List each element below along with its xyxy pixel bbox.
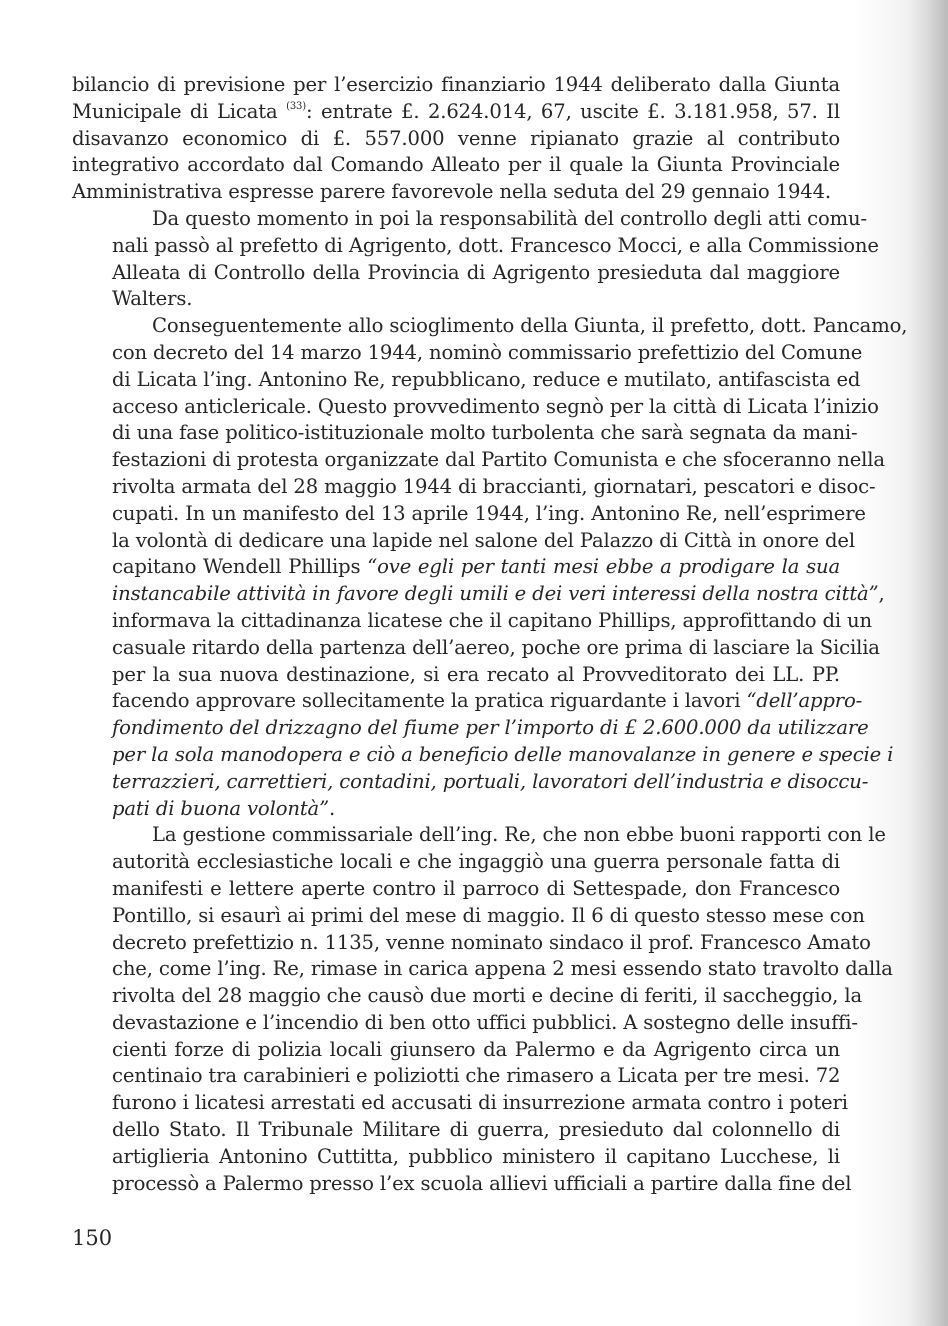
text-line: bilancio di previsione per l’esercizio finanziario 1944 deliberato dalla Giunta (72, 73, 840, 96)
text-line: Amministrativa espresse parere favorevole nella seduta del 29 gennaio 1944. (72, 180, 831, 204)
text-line: con decreto del 14 marzo 1944, nominò commissario prefettizio del Comune (112, 340, 863, 364)
text-line: per la sua nuova destinazione, si era recato al Provveditorato dei LL. PP. (112, 662, 840, 686)
body-text (72, 72, 908, 1197)
text-line: manifesti e lettere aperte contro il parroco di Settespade, don Francesco (112, 876, 840, 900)
italic-quote: pati di buona volontà” (112, 796, 329, 820)
text-line: centinaio tra carabinieri e poliziotti che rimasero a Licata per tre mesi. 72 (112, 1064, 841, 1088)
binding-shadow (908, 0, 948, 1326)
text-line: instancabile attività in favore degli umili e dei veri interessi della nostra città”, (112, 582, 885, 606)
text-line: cupati. In un manifesto del 13 aprile 1944, l’ing. Antonino Re, nell’esprimere (112, 501, 866, 525)
text-line: Walters. (112, 287, 193, 311)
text-line: furono i licatesi arrestati ed accusati di insurrezione armata contro i poteri (112, 1091, 848, 1115)
text-line: Municipale di Licata $^{(33)}$: entrate £. 2.624.014, 67, uscite £. 3.181.958, 57. Il (72, 99, 840, 123)
text-line: di una fase politico-istituzionale molto turbolenta che sarà segnata da mani- (112, 421, 858, 445)
text-line: artiglieria Antonino Cuttitta, pubblico ministero il capitano Lucchese, li (112, 1144, 840, 1168)
text-line: cienti forze di polizia locali giunsero da Palermo e da Agrigento circa un (112, 1037, 840, 1061)
italic-quote: instancabile attività in favore degli umili e dei veri interessi della nostra città” (112, 582, 879, 606)
italic-quote: terrazzieri, carrettieri, contadini, portuali, lavoratori dell’industria e disoccu- (112, 769, 869, 793)
text-line (72, 715, 869, 742)
text-line: integrativo accordato dal Comando Alleato per il quale la Giunta Provinciale (72, 153, 840, 177)
text-line: Pontillo, si esaurì ai primi del mese di maggio. Il 6 di questo stesso mese con (112, 903, 865, 927)
text-line: devastazione e l’incendio di ben otto uffici pubblici. A sostegno delle insuffi- (112, 1010, 858, 1034)
text-line: capitano Wendell Phillips “ove egli per tanti mesi ebbe a prodigare la sua (112, 555, 840, 579)
text-line: disavanzo economico di £. 557.000 venne ripianato grazie al contributo (72, 126, 840, 150)
text-line: rivolta armata del 28 maggio 1944 di braccianti, giornatari, pescatori e disoc- (112, 474, 876, 498)
text-line: facendo approvare sollecitamente la pratica riguardante i lavori “dell’appro- (112, 689, 863, 713)
page-number: 150 (72, 1226, 113, 1250)
footnote-reference: (33) (286, 100, 306, 112)
text-line: pati di buona volontà”. (112, 796, 336, 820)
paragraph-1 (72, 72, 840, 206)
text-line: autorità ecclesiastiche locali e che ingaggiò una guerra personale fatta di (112, 850, 840, 874)
text-line: dello Stato. Il Tribunale Militare di guerra, presieduto dal colonnello di (112, 1118, 840, 1142)
text-line: casuale ritardo della partenza dell’aereo, poche ore prima di lasciare la Sicilia (112, 635, 880, 659)
text-line: Alleata di Controllo della Provincia di Agrigento presieduta dal maggiore (112, 260, 840, 284)
italic-quote: per la sola manodopera e ciò a beneficio delle manovalanze in genere e specie i (112, 742, 894, 766)
paragraph-3 (72, 313, 908, 822)
italic-quote: fondimento del drizzagno del fiume per l’importo di £ 2.600.000 da utilizzare (112, 716, 869, 740)
paragraph-2 (72, 206, 879, 313)
paragraph-4 (72, 822, 893, 1197)
text-line: Conseguentemente allo scioglimento della Giunta, il prefetto, dott. Pancamo, (152, 314, 908, 338)
text-line: Da questo momento in poi la responsabilità del controllo degli atti comu- (152, 206, 867, 230)
text-line: rivolta del 28 maggio che causò due morti e decine di feriti, il saccheggio, la (112, 984, 862, 1008)
italic-quote: “ove egli per tanti mesi ebbe a prodigare la sua (367, 555, 840, 579)
text-line: processò a Palermo presso l’ex scuola allievi ufficiali a partire dalla fine del (112, 1171, 852, 1195)
text-line: di Licata l’ing. Antonino Re, repubblicano, reduce e mutilato, antifascista ed (112, 367, 861, 391)
text-line: nali passò al prefetto di Agrigento, dott. Francesco Mocci, e alla Commissione (112, 233, 879, 257)
text-line: La gestione commissariale dell’ing. Re, che non ebbe buoni rapporti con le (152, 823, 886, 847)
text-line: informava la cittadinanza licatese che il capitano Phillips, approfittando di un (112, 608, 872, 632)
text-line: la volontà di dedicare una lapide nel salone del Palazzo di Città in onore del (112, 528, 855, 552)
text-line (72, 769, 869, 796)
italic-quote: “dell’appro- (746, 689, 863, 713)
text-line: che, come l’ing. Re, rimase in carica appena 2 mesi essendo stato travolto dalla (112, 957, 893, 981)
text-line: festazioni di protesta organizzate dal Partito Comunista e che sfoceranno nella (112, 448, 885, 472)
text-line (72, 742, 894, 769)
text-line: decreto prefettizio n. 1135, venne nominato sindaco il prof. Francesco Amato (112, 930, 871, 954)
text-line: acceso anticlericale. Questo provvedimento segnò per la città di Licata l’inizio (112, 394, 879, 418)
